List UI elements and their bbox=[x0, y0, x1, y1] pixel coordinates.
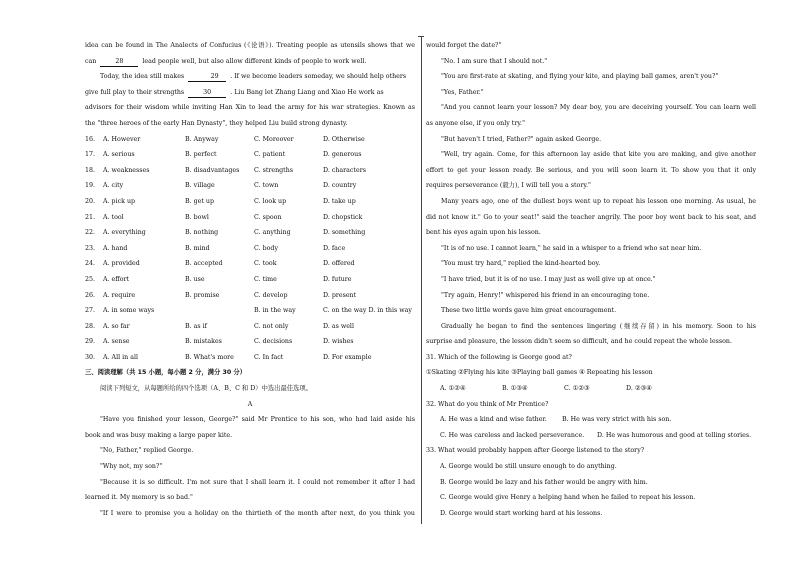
option-row: 25. A. effort B. use C. time D. future bbox=[85, 275, 352, 283]
question-31-options bbox=[426, 381, 756, 397]
paragraph-line: idea can be found in The Analects of Confucius (《论语》). Treating people as utensils shows that we bbox=[85, 42, 415, 49]
paragraph-line: can 28 lead people well, but also allow different kinds of people to work well. bbox=[85, 57, 367, 65]
paragraph-line: "If I were to promise you a holiday on the thirtieth of the month after next, do you think you bbox=[100, 509, 415, 517]
paragraph-line: "Have you finished your lesson, George?" said Mr Prentice to his son, who had laid aside his bbox=[100, 416, 415, 424]
section-title: 三、阅读理解（共 15 小题，每小题 2 分，满分 30 分） bbox=[85, 369, 246, 377]
paragraph-line: advisors for their wisdom while inviting Han Xin to lead the army for his war strategies. Known as bbox=[85, 104, 415, 112]
option-row: 27. A. in some ways B. in the way C. on the way D. in this way bbox=[85, 307, 412, 315]
option-c: C. George would give Henry a helping hand when he failed to repeat his lesson. bbox=[440, 494, 696, 502]
option-a: A. George would be still unsure enough to do anything. bbox=[440, 463, 617, 471]
option-row: 16. A. However B. Anyway C. Moreover D. Otherwise bbox=[85, 135, 365, 143]
option-a: A. He was a kind and wise father. bbox=[440, 416, 547, 424]
option-row: 28. A. so far B. as if C. not only D. as well bbox=[85, 322, 354, 330]
question-32: 32. What do you think of Mr Prentice? bbox=[426, 400, 549, 408]
option-row: 20. A. pick up B. get up C. look up D. take up bbox=[85, 197, 356, 205]
paragraph-line: "Yes, Father." bbox=[441, 88, 484, 96]
option-d: D. He was humorous and good at telling stories. bbox=[597, 431, 752, 439]
paragraph-line: bent his eyes again upon his lesson. bbox=[426, 229, 541, 237]
paragraph-line: "Why not, my son?" bbox=[100, 463, 163, 471]
option-row: 19. A. city B. village C. town D. country bbox=[85, 182, 357, 190]
paragraph-line: did not know it." Go to your seat!" said the teacher angrily. The poor boy went back to his seat, and bbox=[426, 213, 756, 221]
paragraph-line: "And you cannot learn your lesson? My dear boy, you are deceiving yourself. You can learn well bbox=[441, 104, 756, 112]
option-row: 18. A. weaknesses B. disadvantages C. strengths D. characters bbox=[85, 166, 366, 174]
option-row: 30. A. All in all B. What's more C. In fact D. For example bbox=[85, 353, 372, 361]
paragraph-line: learned it. My memory is so bad." bbox=[85, 494, 193, 502]
paragraph-line: "Well, try again. Come, for this afternoon lay aside that kite you are making, and give another bbox=[441, 151, 756, 159]
blank-28: 28 bbox=[100, 58, 138, 67]
paragraph-line: Gradually he began to find the sentences lingering (继续存留) in his memory. Soon to his bbox=[441, 322, 756, 330]
question-32-row-1 bbox=[426, 412, 756, 428]
question-32-row-2 bbox=[426, 428, 756, 444]
option-c: C. ①②③ bbox=[564, 385, 590, 393]
option-a: A. ①②④ bbox=[440, 385, 466, 393]
option-row: 26. A. require B. promise C. develop D. present bbox=[85, 291, 357, 299]
paragraph-line: requires perseverance (毅力), I will tell you a story." bbox=[426, 182, 591, 190]
paragraph-line: would forget the date?" bbox=[426, 42, 502, 49]
paragraph-line: "But haven't I tried, Father?" again asked George. bbox=[441, 135, 602, 143]
paragraph-line: surprise and pleasure, the lesson didn't seem so difficult, and he could repeat the whole lesson. bbox=[426, 338, 732, 346]
paragraph-line: book and was busy making a large paper kite. bbox=[85, 431, 233, 439]
option-row: 23. A. hand B. mind C. body D. face bbox=[85, 244, 346, 252]
question-31-statements: ①Skating ②Flying his kite ③Playing ball games ④ Repeating his lesson bbox=[426, 369, 653, 377]
section-instructions: 阅读下列短文，从每题所给的四个选项（A、B、C 和 D）中选出最佳选项。 bbox=[100, 385, 312, 393]
question-33: 33. What would probably happen after George listened to the story? bbox=[426, 447, 645, 455]
passage-label: A bbox=[247, 400, 253, 408]
option-row: 24. A. provided B. accepted C. took D. offered bbox=[85, 260, 355, 268]
paragraph-line: the "three heroes of the early Han Dynasty", they helped Liu build strong dynasty. bbox=[85, 119, 348, 127]
option-d: D. George would start working hard at his lessons. bbox=[440, 509, 603, 517]
paragraph-line: "You must try hard," replied the kind-hearted boy. bbox=[441, 260, 601, 268]
paragraph-line: "It is of no use. I cannot learn," he said in a whisper to a friend who sat near him. bbox=[441, 244, 702, 252]
paragraph-line: effort to get your lesson ready. Be serious, and you will soon learn it. To show you that it only bbox=[426, 166, 756, 174]
paragraph-line: "I have tried, but it is of no use. I may just as well give up at once." bbox=[441, 275, 656, 283]
paragraph-line: "No, Father," replied George. bbox=[100, 447, 194, 455]
question-31: 31. Which of the following is George good at? bbox=[426, 353, 572, 361]
option-d: D. ②③④ bbox=[626, 385, 652, 393]
column-divider bbox=[421, 36, 422, 524]
paragraph-line: Many years ago, one of the dullest boys went up to repeat his lesson one morning. As usual, he bbox=[441, 197, 756, 205]
paragraph-line: "Try again, Henry!" whispered his friend in an encouraging tone. bbox=[441, 291, 650, 299]
option-c: C. He was careless and lacked perseverance. bbox=[440, 431, 585, 439]
blank-29: 29 bbox=[188, 73, 226, 82]
option-b: B. George would be lazy and his father would be angry with him. bbox=[440, 478, 648, 486]
option-row: 17. A. serious B. perfect C. patient D. generous bbox=[85, 151, 362, 159]
paragraph-line: These two little words gave him great encouragement. bbox=[441, 307, 617, 315]
option-b: B. He was very strict with his son. bbox=[562, 416, 672, 424]
paragraph-line: give full play to their strengths 30 . Liu Bang let Zhang Liang and Xiao He work as bbox=[85, 88, 384, 96]
option-row: 21. A. tool B. bowl C. spoon D. chopstick bbox=[85, 213, 363, 221]
option-row: 29. A. sense B. mistakes C. decisions D. wishes bbox=[85, 338, 354, 346]
right-column bbox=[426, 38, 756, 521]
paragraph-line: "No. I am sure that I should not." bbox=[441, 57, 548, 65]
options-list bbox=[85, 132, 415, 366]
left-column bbox=[85, 38, 415, 521]
option-b: B. ①③④ bbox=[502, 385, 528, 393]
paragraph-line: Today, the idea still makes 29 . If we become leaders someday, we should help others bbox=[100, 73, 407, 81]
paragraph-line: "You are first-rate at skating, and flying your kite, and playing ball games, aren't you?" bbox=[441, 73, 719, 81]
blank-30: 30 bbox=[188, 89, 226, 98]
option-row: 22. A. everything B. nothing C. anything D. something bbox=[85, 229, 366, 237]
paragraph-line: "Because it is so difficult. I'm not sure that I shall learn it. I could not remember it after I had bbox=[100, 478, 415, 486]
paragraph-line: as anyone else, if you only try." bbox=[426, 119, 525, 127]
